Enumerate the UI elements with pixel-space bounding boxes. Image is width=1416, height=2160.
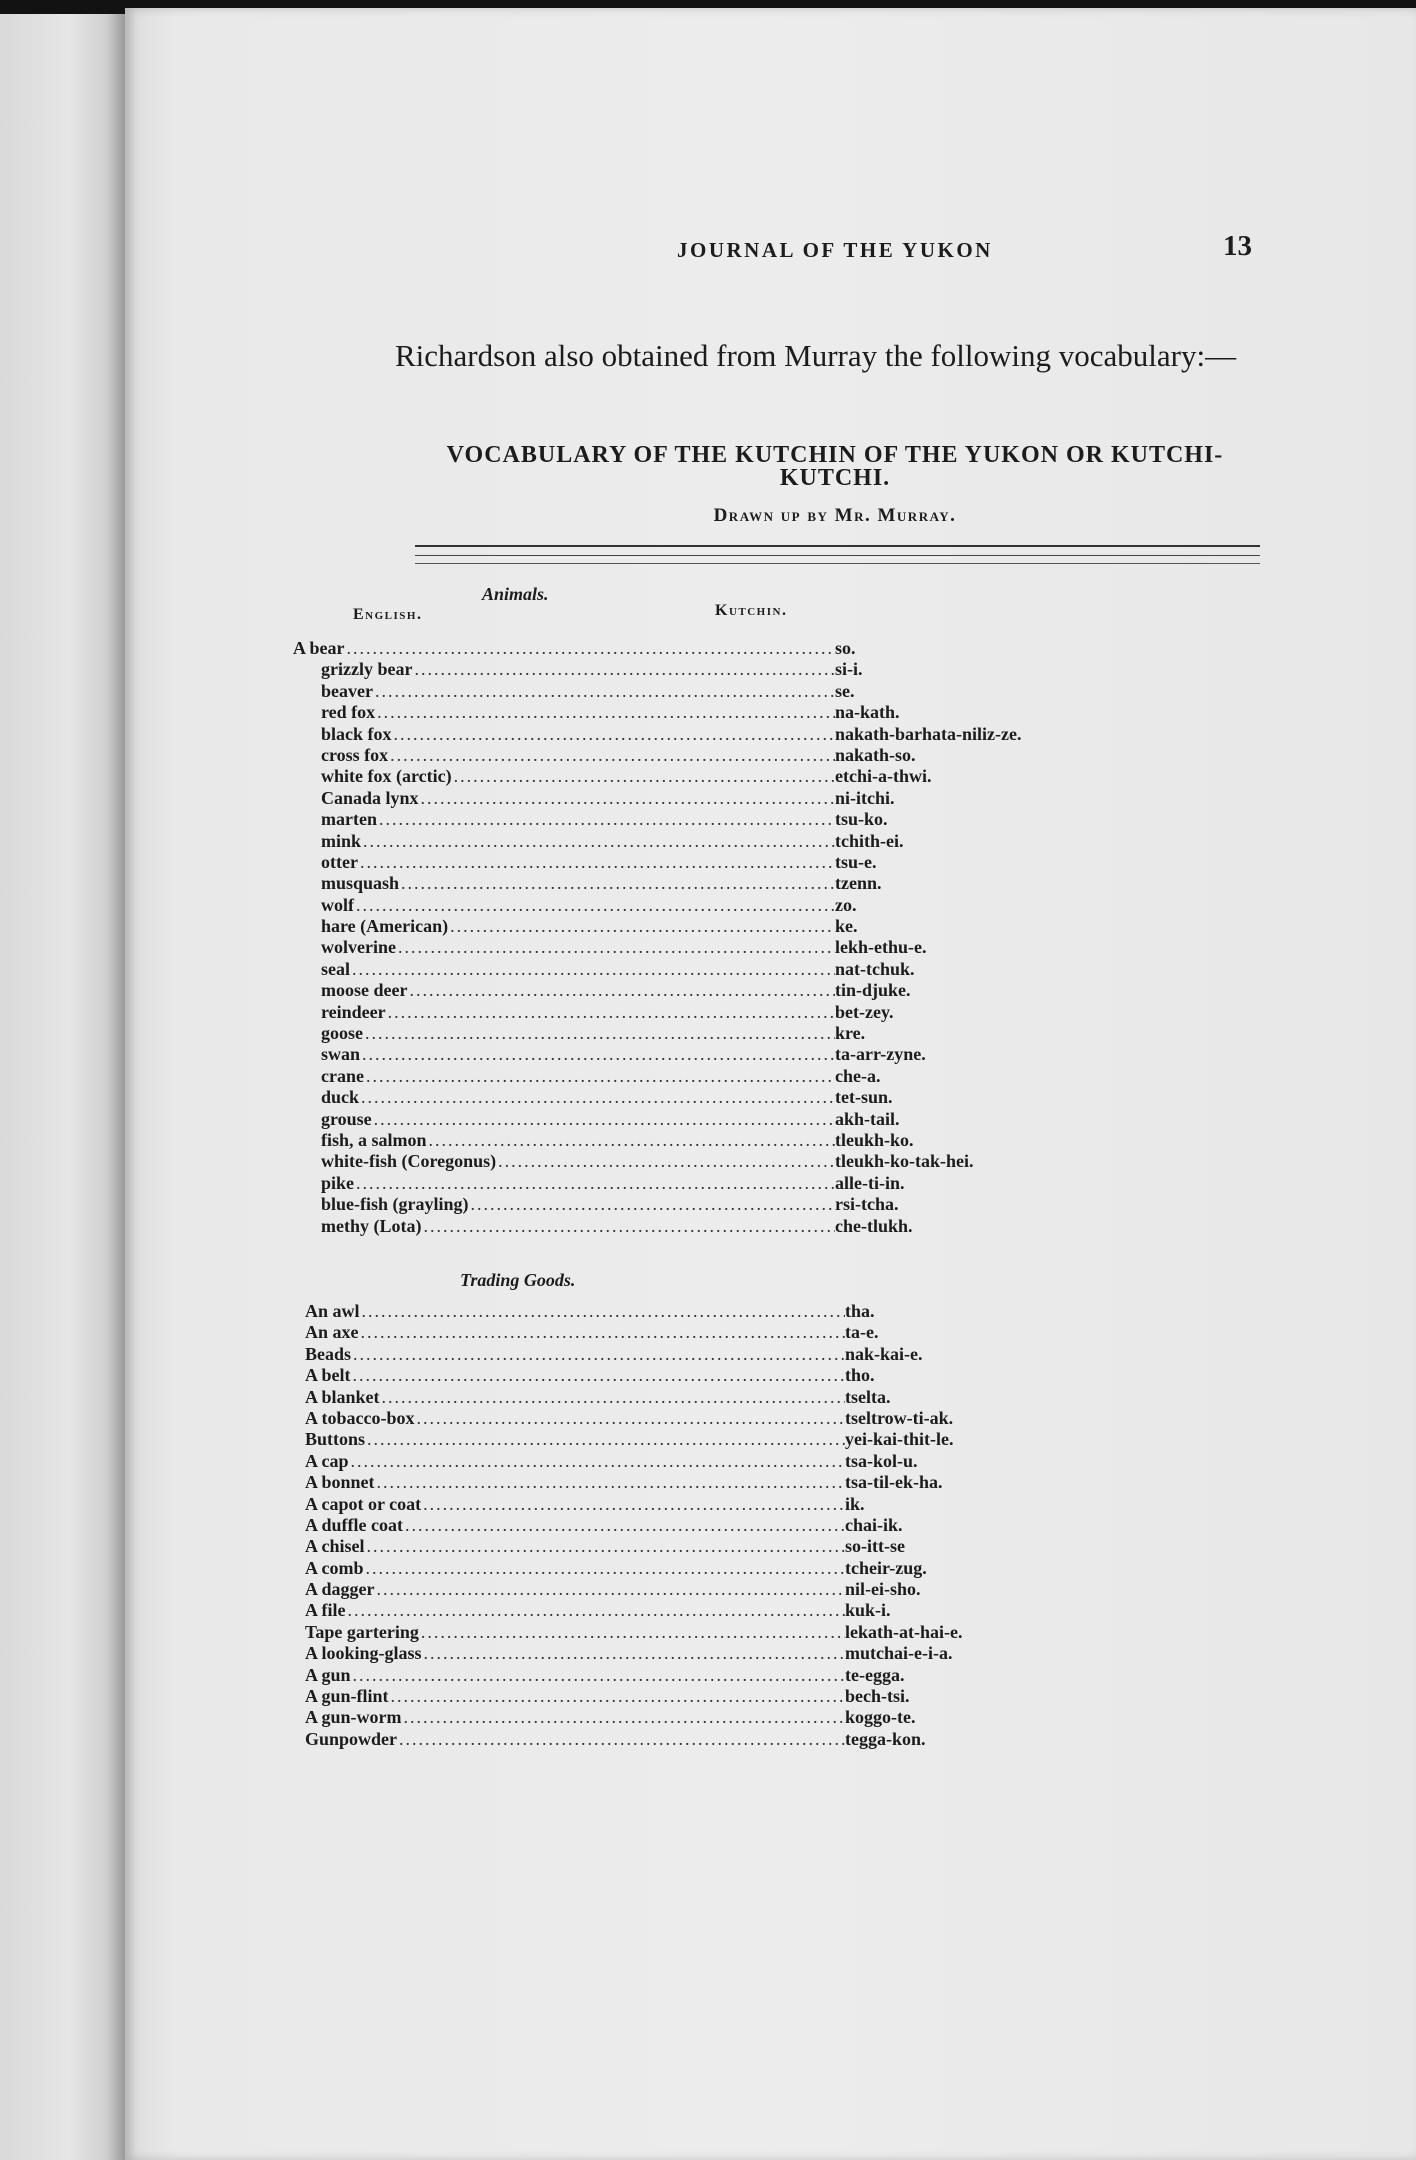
vocabulary-entry bbox=[293, 873, 953, 894]
kutchin-term: tleukh-ko. bbox=[835, 1129, 914, 1150]
vocabulary-entry bbox=[293, 937, 953, 958]
kutchin-term: rsi-tcha. bbox=[835, 1194, 899, 1215]
vocabulary-entry bbox=[297, 1472, 957, 1493]
vocabulary-entry bbox=[293, 1194, 953, 1215]
dot-leader bbox=[452, 766, 835, 787]
kutchin-term: chai-ik. bbox=[845, 1514, 903, 1535]
vocabulary-entry bbox=[293, 1044, 953, 1065]
kutchin-term: ta-e. bbox=[845, 1322, 879, 1343]
dot-leader bbox=[407, 980, 835, 1001]
english-term: beaver bbox=[321, 680, 373, 701]
dot-leader bbox=[360, 1044, 835, 1065]
vocabulary-entry bbox=[297, 1536, 957, 1557]
kutchin-term: nakath-barhata-niliz-ze. bbox=[835, 723, 1022, 744]
english-term: A cap bbox=[305, 1450, 349, 1471]
kutchin-term: lekh-ethu-e. bbox=[835, 937, 927, 958]
kutchin-term: ta-arr-zyne. bbox=[835, 1044, 926, 1065]
english-term: white-fish (Coregonus) bbox=[321, 1151, 497, 1172]
vocabulary-entry bbox=[293, 723, 1022, 745]
vocabulary-entry bbox=[293, 852, 953, 873]
kutchin-term: che-tlukh. bbox=[835, 1215, 913, 1236]
vocabulary-entry bbox=[293, 980, 953, 1001]
vocabulary-entry bbox=[293, 959, 953, 980]
vocabulary-entry bbox=[297, 1600, 957, 1621]
page-number: 13 bbox=[1223, 230, 1252, 262]
dot-leader bbox=[419, 788, 835, 809]
vocabulary-entry bbox=[293, 1130, 953, 1151]
vocabulary-entry bbox=[293, 1109, 953, 1130]
english-term: A chisel bbox=[305, 1536, 365, 1557]
dot-leader bbox=[346, 1600, 846, 1621]
vocabulary-entry bbox=[297, 1322, 957, 1343]
section-heading-trading-goods: Trading Goods. bbox=[460, 1270, 576, 1290]
vocabulary-entry bbox=[297, 1408, 957, 1429]
vocabulary-entry bbox=[293, 1151, 974, 1172]
dot-leader bbox=[363, 1023, 835, 1044]
intro-paragraph: Richardson also obtained from Murray the following vocabulary:— bbox=[395, 338, 1237, 373]
dot-leader bbox=[351, 1365, 845, 1386]
dot-leader bbox=[359, 1322, 846, 1343]
kutchin-term: zo. bbox=[835, 894, 857, 915]
vocabulary-entry bbox=[293, 681, 953, 702]
english-term: swan bbox=[321, 1044, 361, 1065]
vocabulary-entry bbox=[293, 745, 953, 766]
dot-leader bbox=[349, 1451, 845, 1472]
english-term: A duffle coat bbox=[305, 1514, 403, 1535]
english-term: crane bbox=[321, 1065, 364, 1086]
english-term: A tobacco-box bbox=[305, 1407, 415, 1428]
dot-leader bbox=[388, 745, 835, 766]
kutchin-term: ni-itchi. bbox=[835, 787, 895, 808]
vocabulary-entry bbox=[297, 1365, 957, 1386]
vocabulary-entry bbox=[297, 1429, 957, 1450]
kutchin-term: tegga-kon. bbox=[845, 1728, 926, 1749]
kutchin-term: tseltrow-ti-ak. bbox=[845, 1407, 954, 1428]
dot-leader bbox=[402, 1707, 845, 1728]
kutchin-term: kre. bbox=[835, 1023, 866, 1044]
english-term: white fox (arctic) bbox=[321, 766, 452, 787]
english-term: A capot or coat bbox=[305, 1493, 422, 1514]
dot-leader bbox=[389, 1686, 845, 1707]
kutchin-term: tcheir-zug. bbox=[845, 1557, 927, 1578]
dot-leader bbox=[350, 959, 835, 980]
english-term: fish, a salmon bbox=[321, 1129, 427, 1150]
kutchin-term: tselta. bbox=[845, 1386, 891, 1407]
dot-leader bbox=[354, 895, 835, 916]
english-term: Tape gartering bbox=[305, 1621, 419, 1642]
divider-rule bbox=[415, 545, 1260, 547]
kutchin-term: alle-ti-in. bbox=[835, 1172, 905, 1193]
dot-leader bbox=[421, 1494, 845, 1515]
dot-leader bbox=[419, 1622, 845, 1643]
kutchin-term: bet-zey. bbox=[835, 1001, 894, 1022]
dot-leader bbox=[372, 1109, 835, 1130]
english-term: moose deer bbox=[321, 980, 408, 1001]
english-term: A file bbox=[305, 1600, 346, 1621]
kutchin-term: mutchai-e-i-a. bbox=[845, 1643, 953, 1664]
dot-leader bbox=[397, 1729, 845, 1750]
english-term: An awl bbox=[305, 1301, 360, 1321]
kutchin-term: nak-kai-e. bbox=[845, 1343, 923, 1364]
dot-leader bbox=[360, 1301, 845, 1322]
english-term: red fox bbox=[321, 702, 376, 723]
english-term: marten bbox=[321, 809, 377, 830]
dot-leader bbox=[421, 1216, 835, 1237]
dot-leader bbox=[412, 659, 835, 680]
kutchin-term: yei-kai-thit-le. bbox=[845, 1429, 954, 1450]
kutchin-term: tha. bbox=[845, 1301, 875, 1321]
kutchin-term: so-itt-se bbox=[845, 1536, 905, 1557]
english-term: A looking-glass bbox=[305, 1643, 422, 1664]
kutchin-term: kuk-i. bbox=[845, 1600, 891, 1621]
dot-leader bbox=[375, 1472, 845, 1493]
english-term: Buttons bbox=[305, 1429, 366, 1450]
vocabulary-entry bbox=[293, 1087, 953, 1108]
kutchin-term: nakath-so. bbox=[835, 744, 916, 765]
vocabulary-entry bbox=[293, 1216, 953, 1237]
dot-leader bbox=[359, 1087, 835, 1108]
dot-leader bbox=[361, 831, 835, 852]
english-term: A gun-worm bbox=[305, 1707, 402, 1728]
vocabulary-attribution: Drawn up by Mr. Murray. bbox=[713, 505, 957, 526]
vocabulary-entry bbox=[293, 766, 953, 787]
vocabulary-entry bbox=[297, 1643, 957, 1664]
dot-leader bbox=[373, 681, 835, 702]
dot-leader bbox=[399, 873, 835, 894]
kutchin-term: tho. bbox=[845, 1365, 875, 1386]
kutchin-term: tzenn. bbox=[835, 873, 882, 894]
kutchin-term: tin-djuke. bbox=[835, 980, 911, 1001]
facing-page-edge bbox=[0, 14, 125, 2160]
dot-leader bbox=[427, 1130, 835, 1151]
dot-leader bbox=[365, 1536, 845, 1557]
trading-goods-vocabulary-list bbox=[297, 1301, 963, 1750]
kutchin-term: ke. bbox=[835, 916, 858, 937]
english-term: A bear bbox=[293, 638, 345, 658]
column-header-kutchin: Kutchin. bbox=[715, 602, 788, 619]
kutchin-term: tet-sun. bbox=[835, 1087, 893, 1108]
animals-vocabulary-list bbox=[293, 638, 1022, 1237]
english-term: duck bbox=[321, 1087, 360, 1108]
column-header-english: English. bbox=[353, 606, 423, 623]
kutchin-term: akh-tail. bbox=[835, 1108, 900, 1129]
english-term: hare (American) bbox=[321, 916, 449, 937]
english-term: pike bbox=[321, 1172, 355, 1193]
vocabulary-entry bbox=[297, 1515, 957, 1536]
book-page bbox=[125, 8, 1416, 2160]
english-term: musquash bbox=[321, 873, 400, 894]
dot-leader bbox=[365, 1429, 845, 1450]
kutchin-term: che-a. bbox=[835, 1065, 881, 1086]
vocabulary-entry bbox=[297, 1579, 957, 1600]
english-term: Gunpowder bbox=[305, 1728, 398, 1749]
dot-leader bbox=[351, 1344, 845, 1365]
dot-leader bbox=[351, 1665, 845, 1686]
english-term: reindeer bbox=[321, 1001, 386, 1022]
vocabulary-entry bbox=[297, 1494, 957, 1515]
english-term: A belt bbox=[305, 1365, 351, 1386]
dot-leader bbox=[345, 638, 836, 659]
vocabulary-entry bbox=[297, 1686, 957, 1707]
dot-leader bbox=[377, 809, 835, 830]
dot-leader bbox=[403, 1515, 845, 1536]
divider-rule bbox=[415, 555, 1260, 556]
kutchin-term: ik. bbox=[845, 1493, 865, 1514]
english-term: cross fox bbox=[321, 744, 389, 765]
vocabulary-entry bbox=[293, 1023, 953, 1044]
kutchin-term: tchith-ei. bbox=[835, 830, 904, 851]
english-term: methy (Lota) bbox=[321, 1215, 422, 1236]
dot-leader bbox=[396, 937, 835, 958]
vocabulary-entry bbox=[297, 1621, 963, 1643]
kutchin-term: tsa-til-ek-ha. bbox=[845, 1472, 943, 1493]
english-term: A bonnet bbox=[305, 1472, 375, 1493]
vocabulary-entry bbox=[293, 1173, 953, 1194]
english-term: Beads bbox=[305, 1343, 352, 1364]
english-term: A gun-flint bbox=[305, 1686, 389, 1707]
kutchin-term: si-i. bbox=[835, 659, 863, 680]
dot-leader bbox=[422, 1643, 845, 1664]
vocabulary-entry bbox=[293, 895, 953, 916]
vocabulary-entry bbox=[297, 1301, 957, 1322]
running-head: JOURNAL OF THE YUKON bbox=[677, 238, 993, 262]
dot-leader bbox=[380, 1387, 845, 1408]
kutchin-term: so. bbox=[835, 638, 856, 658]
kutchin-term: tsu-e. bbox=[835, 851, 877, 872]
english-term: A comb bbox=[305, 1557, 364, 1578]
kutchin-term: te-egga. bbox=[845, 1664, 905, 1685]
section-heading-animals: Animals. bbox=[482, 584, 549, 604]
dot-leader bbox=[354, 1173, 835, 1194]
vocabulary-entry bbox=[297, 1707, 957, 1728]
english-term: Canada lynx bbox=[321, 787, 419, 808]
vocabulary-entry bbox=[293, 659, 953, 680]
dot-leader bbox=[364, 1558, 846, 1579]
vocabulary-entry bbox=[297, 1344, 957, 1365]
vocabulary-title: VOCABULARY OF THE KUTCHIN OF THE YUKON OR KUTCHI-KUTCHI. bbox=[446, 442, 1224, 491]
vocabulary-entry bbox=[297, 1729, 957, 1750]
english-term: wolverine bbox=[321, 937, 396, 958]
dot-leader bbox=[469, 1194, 835, 1215]
vocabulary-entry bbox=[293, 809, 953, 830]
vocabulary-entry bbox=[293, 702, 953, 723]
dot-leader bbox=[448, 916, 835, 937]
english-term: A dagger bbox=[305, 1579, 375, 1600]
dot-leader bbox=[375, 702, 835, 723]
kutchin-term: nat-tchuk. bbox=[835, 958, 915, 979]
vocabulary-entry bbox=[297, 1387, 957, 1408]
english-term: blue-fish (grayling) bbox=[321, 1194, 469, 1215]
english-term: A gun bbox=[305, 1664, 351, 1685]
vocabulary-entry bbox=[293, 1066, 953, 1087]
vocabulary-entry bbox=[293, 638, 953, 659]
english-term: goose bbox=[321, 1023, 363, 1044]
kutchin-term: etchi-a-thwi. bbox=[835, 766, 932, 787]
dot-leader bbox=[386, 1002, 835, 1023]
dot-leader bbox=[392, 724, 835, 745]
dot-leader bbox=[364, 1066, 835, 1087]
kutchin-term: tleukh-ko-tak-hei. bbox=[835, 1151, 974, 1172]
vocabulary-entry bbox=[297, 1451, 957, 1472]
english-term: grouse bbox=[321, 1108, 372, 1129]
kutchin-term: tsa-kol-u. bbox=[845, 1450, 918, 1471]
english-term: mink bbox=[321, 830, 362, 851]
english-term: seal bbox=[321, 958, 350, 979]
vocabulary-entry bbox=[293, 916, 953, 937]
english-term: otter bbox=[321, 851, 358, 872]
english-term: wolf bbox=[321, 894, 354, 915]
english-term: A blanket bbox=[305, 1386, 380, 1407]
kutchin-term: tsu-ko. bbox=[835, 809, 888, 830]
vocabulary-entry bbox=[293, 1002, 953, 1023]
dot-leader bbox=[375, 1579, 846, 1600]
english-term: black fox bbox=[321, 723, 392, 744]
english-term: An axe bbox=[305, 1322, 359, 1343]
vocabulary-entry bbox=[297, 1558, 957, 1579]
dot-leader bbox=[496, 1151, 835, 1172]
vocabulary-entry bbox=[293, 831, 953, 852]
dot-leader bbox=[415, 1408, 846, 1429]
kutchin-term: bech-tsi. bbox=[845, 1686, 910, 1707]
kutchin-term: se. bbox=[835, 680, 855, 701]
vocabulary-entry bbox=[297, 1665, 957, 1686]
kutchin-term: nil-ei-sho. bbox=[845, 1579, 921, 1600]
divider-rule bbox=[415, 563, 1260, 564]
kutchin-term: lekath-at-hai-e. bbox=[845, 1621, 963, 1642]
dot-leader bbox=[358, 852, 835, 873]
english-term: grizzly bear bbox=[321, 659, 413, 680]
kutchin-term: koggo-te. bbox=[845, 1707, 916, 1728]
vocabulary-entry bbox=[293, 788, 953, 809]
kutchin-term: na-kath. bbox=[835, 702, 900, 723]
